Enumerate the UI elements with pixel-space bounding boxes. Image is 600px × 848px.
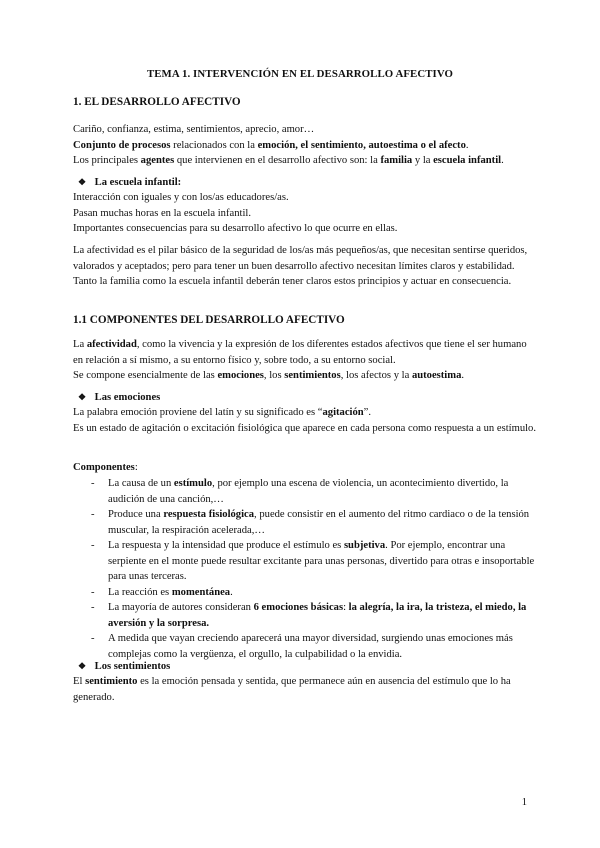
- componentes-line: Se compone esencialmente de las emociones, los sentimientos, los afectos y la autoestima.: [73, 370, 465, 381]
- section-heading-componentes: 1.1 COMPONENTES DEL DESARROLLO AFECTIVO: [73, 314, 345, 326]
- subheading-escuela-infantil: ❖ La escuela infantil:: [78, 177, 182, 188]
- escuela-line: Pasan muchas horas en la escuela infantil.: [73, 207, 251, 219]
- dash-bullet: -: [91, 509, 95, 520]
- componentes-list: [73, 476, 538, 662]
- section-heading-desarrollo-afectivo: 1. EL DESARROLLO AFECTIVO: [73, 96, 241, 108]
- intro-line: Los principales agentes que intervienen en el desarrollo afectivo son: la familia y la escuela infantil.: [73, 155, 504, 166]
- intro-line: Cariño, confianza, estima, sentimientos, aprecio, amor…: [73, 124, 315, 135]
- page-number: 1: [521, 797, 527, 808]
- subheading-sentimientos: ❖ Los sentimientos: [78, 661, 171, 672]
- escuela-line: Importantes consecuencias para su desarrollo afectivo lo que ocurre en ellas.: [73, 223, 398, 234]
- dash-bullet: -: [91, 540, 95, 551]
- dash-bullet: -: [91, 478, 95, 489]
- emociones-line: La palabra emoción proviene del latín y su significado es “agitación”.: [73, 407, 372, 418]
- diamond-bullet-icon: ❖: [78, 392, 87, 402]
- dash-bullet: -: [91, 586, 95, 598]
- componentes-paragraph: [73, 337, 538, 384]
- list-item: - La respuesta y la intensidad que produce el estímulo es subjetiva. Por ejemplo, encontrar una serpiente en el monte puede resultar excitante para unas personas, divertido para otras e insoportable para unas terceras.: [91, 540, 535, 582]
- escuela-lines: [73, 190, 538, 237]
- dash-bullet: -: [91, 602, 95, 613]
- list-item: - A medida que vayan creciendo aparecerá una mayor diversidad, surgiendo unas emociones más complejas como la vergüenza, el orgullo, la culpabilidad o la envidia.: [91, 633, 513, 660]
- list-item: - La causa de un estímulo, por ejemplo una escena de violencia, un acontecimiento divertido, la audición de una canción,…: [91, 478, 509, 505]
- list-item: - La mayoría de autores consideran 6 emociones básicas: la alegría, la ira, la tristeza, el miedo, la aversión y la sorpresa.: [91, 602, 527, 629]
- emociones-line: Es un estado de agitación o excitación fisiológica que aparece en cada persona como respuesta a un estímulo.: [73, 422, 537, 434]
- componentes-label: Componentes:: [73, 462, 138, 473]
- emociones-intro: [73, 405, 538, 436]
- subheading-emociones: ❖ Las emociones: [78, 392, 161, 403]
- list-item: - Produce una respuesta fisiológica, puede consistir en el aumento del ritmo cardiaco o de la tensión muscular, la respiración acelerada,…: [91, 509, 530, 536]
- diamond-bullet-icon: ❖: [78, 177, 87, 187]
- afectividad-paragraph: La afectividad es el pilar básico de la seguridad de los/as más pequeños/as, que necesitan sentirse queridos, valorados y aceptados; pero para tener un buen desarrollo afectivo necesitan límites claros y estabilidad. Tanto la familia como la escuela infantil deberán tener claros estos principios y actuar en consecuencia.: [73, 245, 528, 287]
- sentimientos-paragraph: El sentimiento es la emoción pensada y sentida, que permanece aún en ausencia del estímulo que lo ha generado.: [73, 676, 511, 703]
- escuela-line: Interacción con iguales y con los/as educadores/as.: [73, 192, 289, 203]
- dash-bullet: -: [91, 633, 95, 644]
- diamond-bullet-icon: ❖: [78, 661, 87, 671]
- list-item: - La reacción es momentánea.: [73, 585, 538, 601]
- document-title: TEMA 1. INTERVENCIÓN EN EL DESARROLLO AFECTIVO: [146, 68, 454, 80]
- intro-paragraph: [73, 122, 538, 169]
- componentes-line: La afectividad, como la vivencia y la expresión de los diferentes estados afectivos que tiene el ser humano en relación a sí mismo, a su entorno físico y, sobre todo, a su entorno social.: [73, 339, 527, 366]
- intro-line: Conjunto de procesos relacionados con la emoción, el sentimiento, autoestima o el afecto.: [73, 139, 469, 151]
